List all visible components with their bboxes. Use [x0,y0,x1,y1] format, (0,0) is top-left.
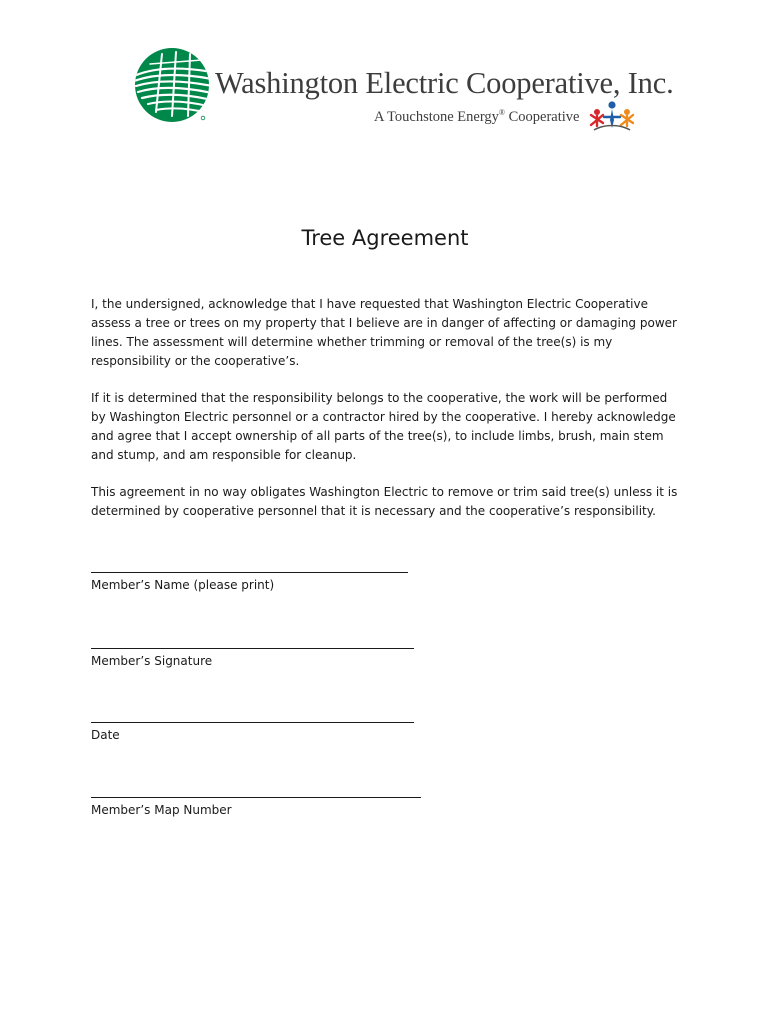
tagline-text [374,108,580,126]
agreement-paragraph-3: This agreement in no way obligates Washington Electric to remove or trim said tree(s) unless it is determined by cooperative personnel that it is necessary and the cooperative’s responsibility. [91,485,678,518]
member-signature-label: Member’s Signature [91,654,213,668]
agreement-paragraph-2: If it is determined that the responsibility belongs to the cooperative, the work will be performed by Washington Electric personnel or a contractor hired by the cooperative. I hereby acknowledge and agree that I accept ownership of all parts of the tree(s), to include limbs, brush, main stem and stump, and am responsible for cleanup. [91,391,676,462]
date-label: Date [91,728,120,742]
agreement-paragraph-1: I, the undersigned, acknowledge that I have requested that Washington Electric Cooperative assess a tree or trees on my property that I believe are in danger of affecting or damaging power lines. The assessment will determine whether trimming or removal of the tree(s) is my responsibility or the cooperative’s. [91,297,677,368]
date-line[interactable] [91,722,414,723]
cooperative-logo-icon [132,46,214,126]
member-map-number-label: Member’s Map Number [91,803,232,817]
document-title: Tree Agreement [301,226,469,250]
member-name-line[interactable] [91,572,408,573]
member-map-number-line[interactable] [91,797,421,798]
company-name: Washington Electric Cooperative, Inc. [215,66,674,100]
tagline-suffix: Cooperative [505,108,580,125]
member-name-label: Member’s Name (please print) [91,578,275,592]
registered-mark: ® [498,108,505,117]
tagline-prefix: A Touchstone Energy [374,108,499,125]
touchstone-energy-icon [588,100,636,132]
member-signature-line[interactable] [91,648,414,649]
